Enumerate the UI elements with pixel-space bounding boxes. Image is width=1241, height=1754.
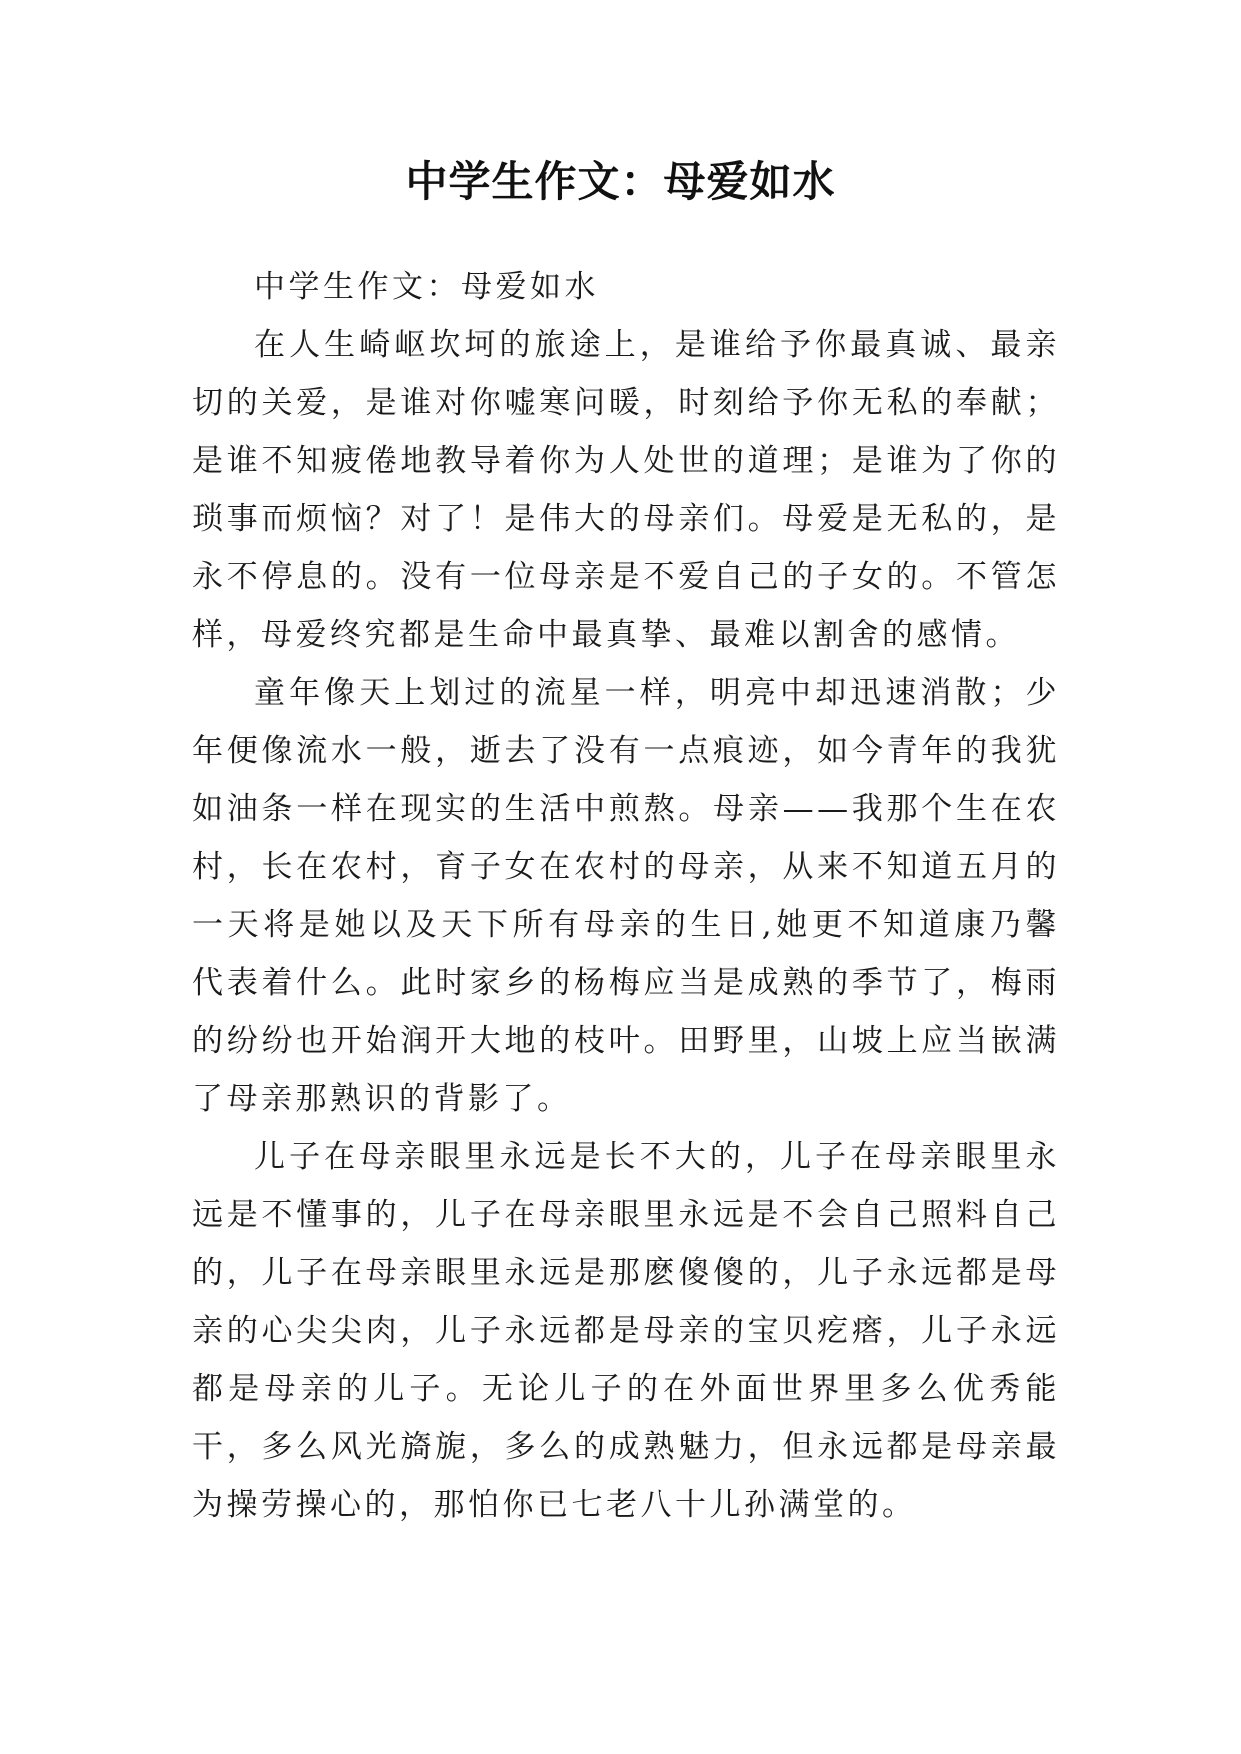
paragraph-2: 童年像天上划过的流星一样，明亮中却迅速消散；少年便像流水一般，逝去了没有一点痕迹，如今青年的我犹如油条一样在现实的生活中煎熬。母亲——我那个生在农村，长在农村，育子女在农村的母亲，从来不知道五月的一天将是她以及天下所有母亲的生日,她更不知道康乃馨代表着什么。此时家乡的杨梅应当是成熟的季节了，梅雨的纷纷也开始润开大地的枝叶。田野里，山坡上应当嵌满了母亲那熟识的背影了。 [192,675,1060,1117]
paragraph-subtitle: 中学生作文：母爱如水 [254,269,599,305]
paragraph-3: 儿子在母亲眼里永远是长不大的，儿子在母亲眼里永远是不懂事的，儿子在母亲眼里永远是不会自己照料自己的，儿子在母亲眼里永远是那麽傻傻的，儿子永远都是母亲的心尖尖肉，儿子永远都是母亲的宝贝疙瘩，儿子永远都是母亲的儿子。无论儿子的在外面世界里多么优秀能干，多么风光旖旎，多么的成熟魅力，但永远都是母亲最为操劳操心的，那怕你已七老八十儿孙满堂的。 [192,1139,1060,1523]
paragraph-1: 在人生崎岖坎坷的旅途上，是谁给予你最真诚、最亲切的关爱，是谁对你嘘寒问暖，时刻给予你无私的奉献；是谁不知疲倦地教导着你为人处世的道理；是谁为了你的琐事而烦恼？对了！是伟大的母亲们。母爱是无私的，是永不停息的。没有一位母亲是不爱自己的子女的。不管怎样，母爱终究都是生命中最真挚、最难以割舍的感情。 [192,327,1060,653]
document-body [192,258,1060,1534]
document-title: 中学生作文：母爱如水 [405,157,836,206]
